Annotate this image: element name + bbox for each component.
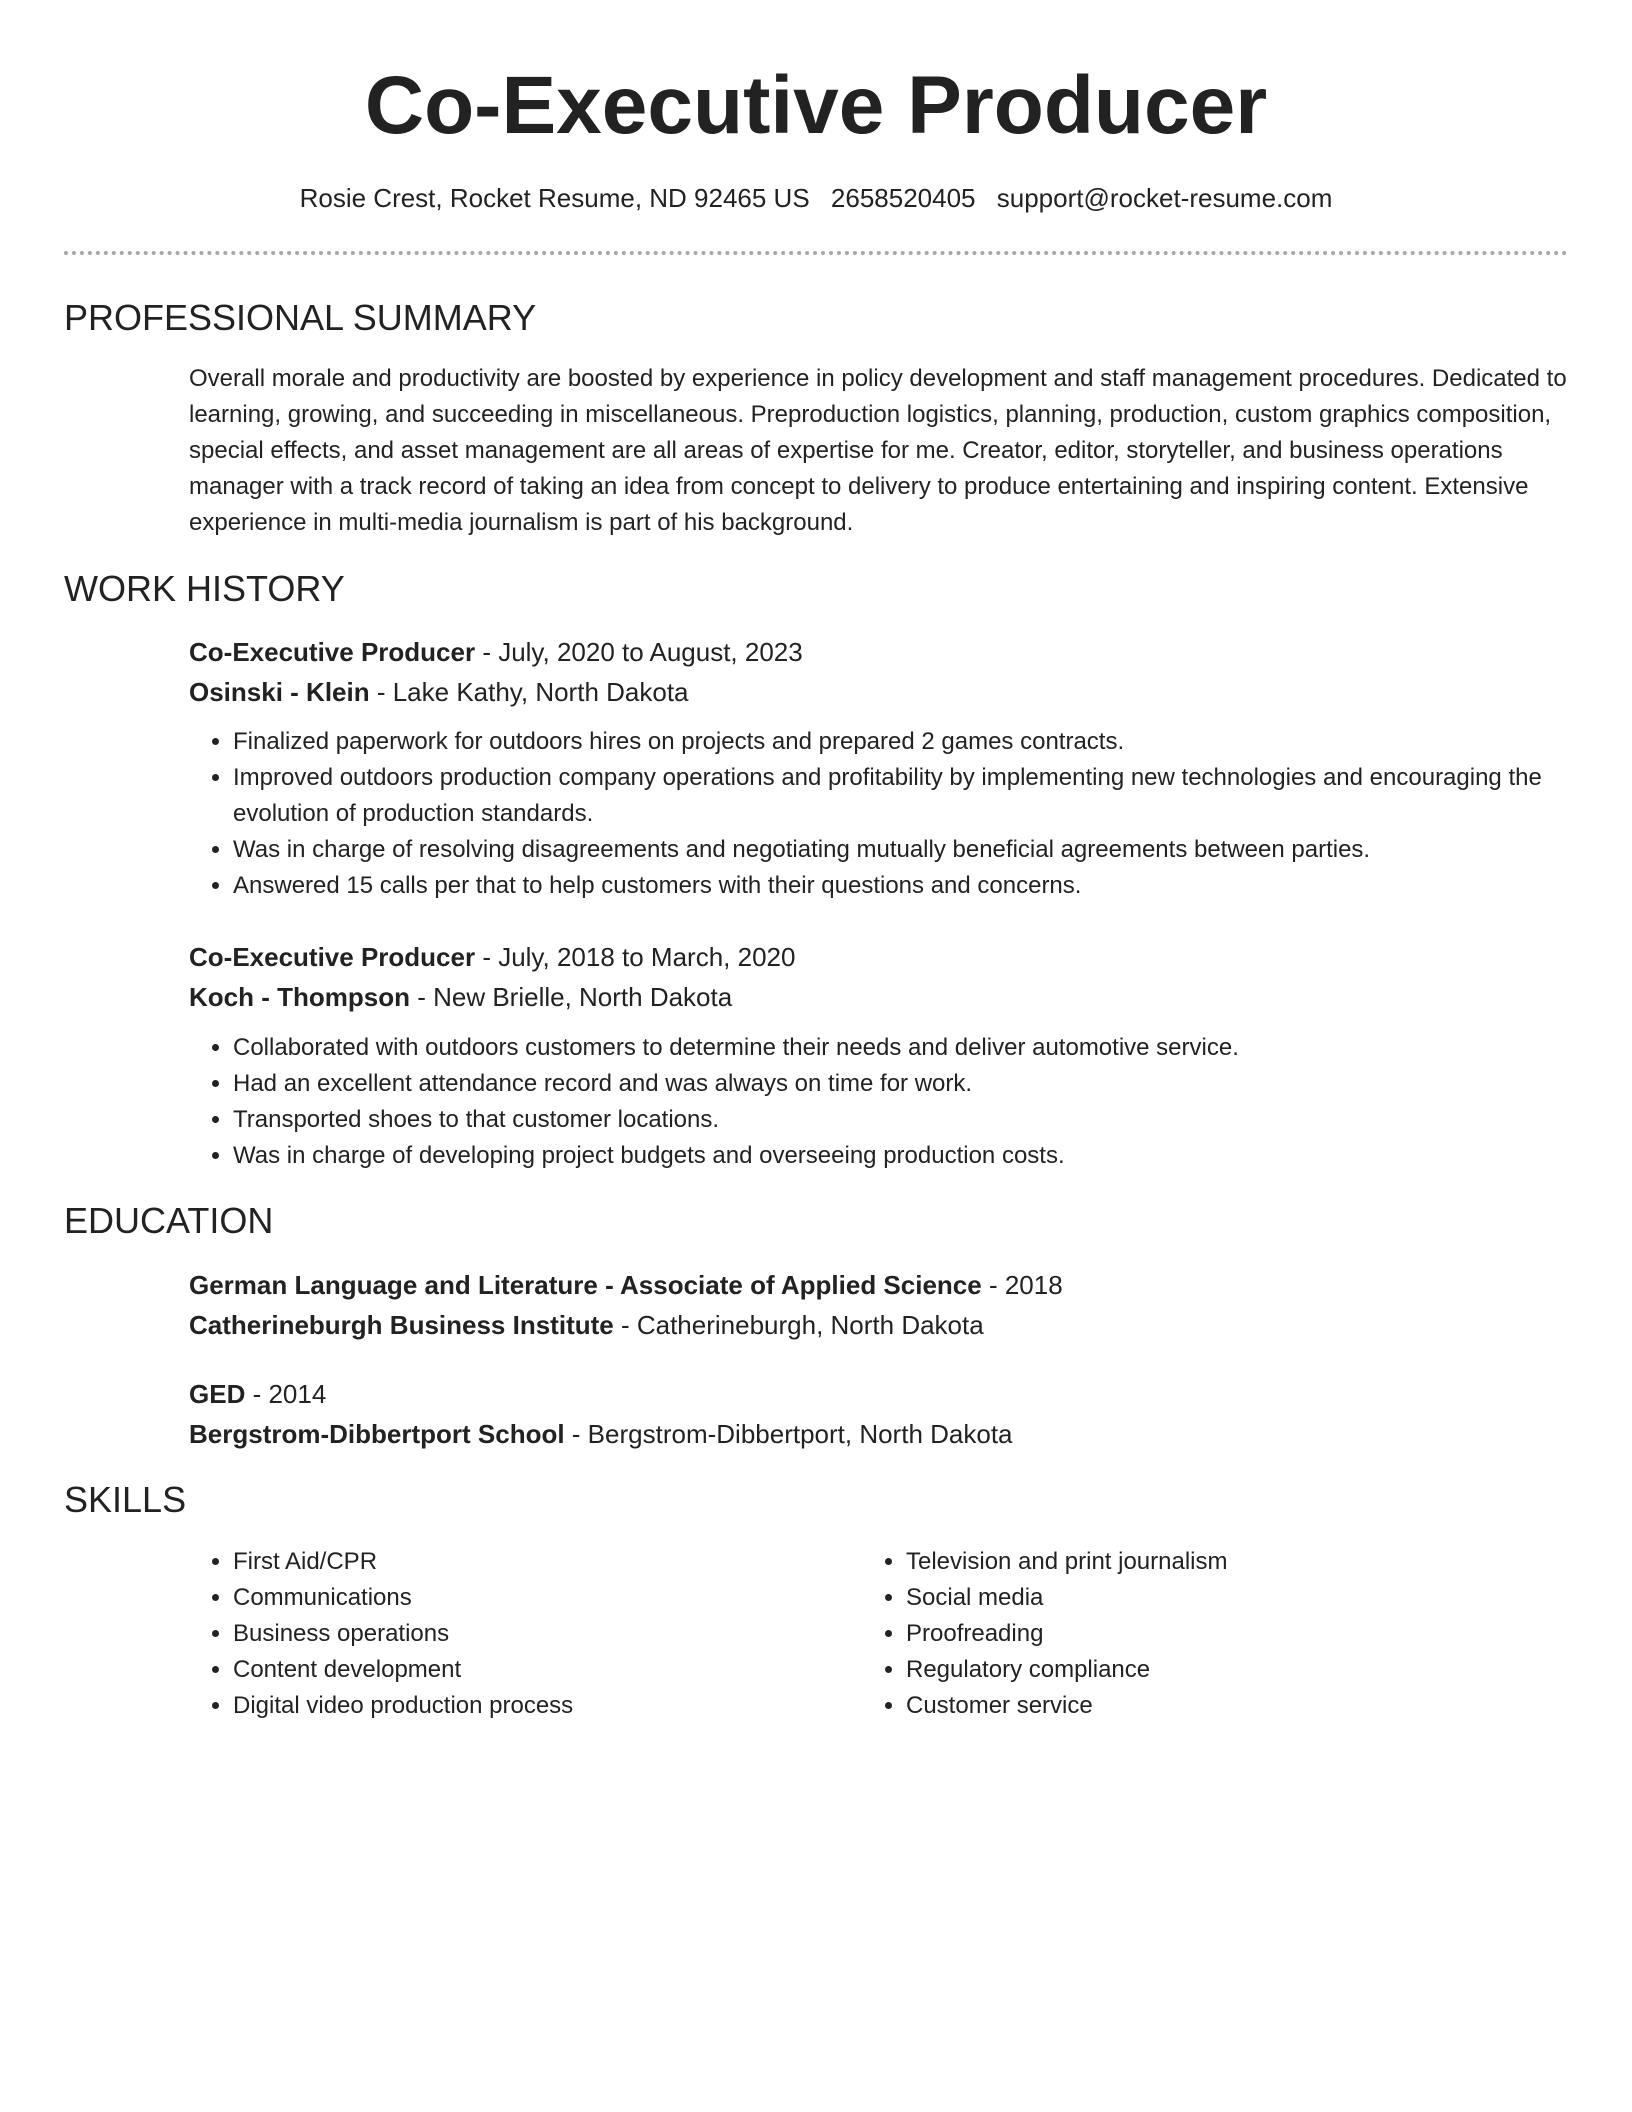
education-degree-line — [189, 1265, 1569, 1305]
skill-item: • First Aid/CPR — [233, 1544, 829, 1580]
education-degree: German Language and Literature - Associate of Applied Science — [189, 1270, 982, 1300]
summary-heading: PROFESSIONAL SUMMARY — [64, 297, 537, 338]
list-item: • Transported shoes to that customer locations. — [233, 1102, 1569, 1138]
contact-address: Rosie Crest, Rocket Resume, ND 92465 US — [299, 183, 810, 213]
skills-heading: SKILLS — [64, 1479, 187, 1520]
skill-item: • Communications — [233, 1580, 829, 1616]
skill-item: • Digital video production process — [233, 1688, 829, 1724]
list-item: • Finalized paperwork for outdoors hires on projects and prepared 2 games contracts. — [233, 724, 1569, 760]
job-dates: - July, 2018 to March, 2020 — [475, 942, 796, 972]
skill-item: • Social media — [906, 1580, 1502, 1616]
skill-item: • Regulatory compliance — [906, 1652, 1502, 1688]
summary-section — [189, 361, 1569, 541]
header-divider — [64, 251, 1568, 255]
job-bullets — [189, 1030, 1569, 1174]
education-school-line — [189, 1305, 1569, 1345]
skills-list — [189, 1544, 829, 1724]
education-location: - Catherineburgh, North Dakota — [613, 1310, 984, 1340]
job-title-line — [189, 937, 1569, 977]
education-school: Bergstrom-Dibbertport School — [189, 1419, 565, 1449]
job-location: - New Brielle, North Dakota — [409, 982, 733, 1012]
education-year: - 2018 — [981, 1270, 1063, 1300]
contact-line — [0, 180, 1632, 216]
education-entry — [189, 1374, 1569, 1454]
job-bullets — [189, 724, 1569, 904]
education-school-line — [189, 1414, 1569, 1454]
education-degree-line — [189, 1374, 1569, 1414]
contact-phone: 2658520405 — [830, 183, 976, 213]
education-school: Catherineburgh Business Institute — [189, 1310, 614, 1340]
list-item: • Improved outdoors production company operations and profitability by implementing new technologies and encouraging the evolution of production standards. — [233, 760, 1569, 832]
job-company-line — [189, 977, 1569, 1017]
list-item: • Had an excellent attendance record and was always on time for work. — [233, 1066, 1569, 1102]
list-item: • Was in charge of resolving disagreements and negotiating mutually beneficial agreements between parties. — [233, 832, 1569, 868]
job-company: Osinski - Klein — [189, 677, 370, 707]
skill-item: • Customer service — [906, 1688, 1502, 1724]
skill-item: • Business operations — [233, 1616, 829, 1652]
education-heading: EDUCATION — [64, 1200, 274, 1241]
job-title: Co-Executive Producer — [189, 942, 476, 972]
skill-item: • Proofreading — [906, 1616, 1502, 1652]
list-item: • Was in charge of developing project budgets and overseeing production costs. — [233, 1138, 1569, 1174]
job-entry — [189, 937, 1569, 1174]
list-item: • Collaborated with outdoors customers to determine their needs and deliver automotive service. — [233, 1030, 1569, 1066]
education-year: - 2014 — [245, 1379, 327, 1409]
skill-item: • Content development — [233, 1652, 829, 1688]
work-heading: WORK HISTORY — [64, 568, 345, 609]
job-company: Koch - Thompson — [189, 982, 410, 1012]
job-entry — [189, 632, 1569, 904]
job-title-line — [189, 632, 1569, 672]
contact-email: support@rocket-resume.com — [996, 183, 1333, 213]
job-location: - Lake Kathy, North Dakota — [369, 677, 689, 707]
list-item: • Answered 15 calls per that to help customers with their questions and concerns. — [233, 868, 1569, 904]
skill-item: • Television and print journalism — [906, 1544, 1502, 1580]
resume-title: Co-Executive Producer — [364, 60, 1268, 151]
job-company-line — [189, 672, 1569, 712]
skills-column-right — [862, 1544, 1502, 1724]
summary-text: Overall morale and productivity are boosted by experience in policy development and staff management procedures. Dedicated to learning, growing, and succeeding in miscellaneous. Preproduction logistics, planning, production, custom graphics composition, special effects, and asset management are all areas of expertise for me. Creator, editor, storyteller, and business operations manager with a track record of taking an idea from concept to delivery to produce entertaining and inspiring content. Extensive experience in multi-media journalism is part of his background. — [189, 365, 1567, 536]
job-dates: - July, 2020 to August, 2023 — [475, 637, 803, 667]
education-location: - Bergstrom-Dibbertport, North Dakota — [564, 1419, 1013, 1449]
education-degree: GED — [189, 1379, 246, 1409]
skills-column-left — [189, 1544, 829, 1724]
job-title: Co-Executive Producer — [189, 637, 476, 667]
education-entry — [189, 1265, 1569, 1345]
skills-list — [862, 1544, 1502, 1724]
